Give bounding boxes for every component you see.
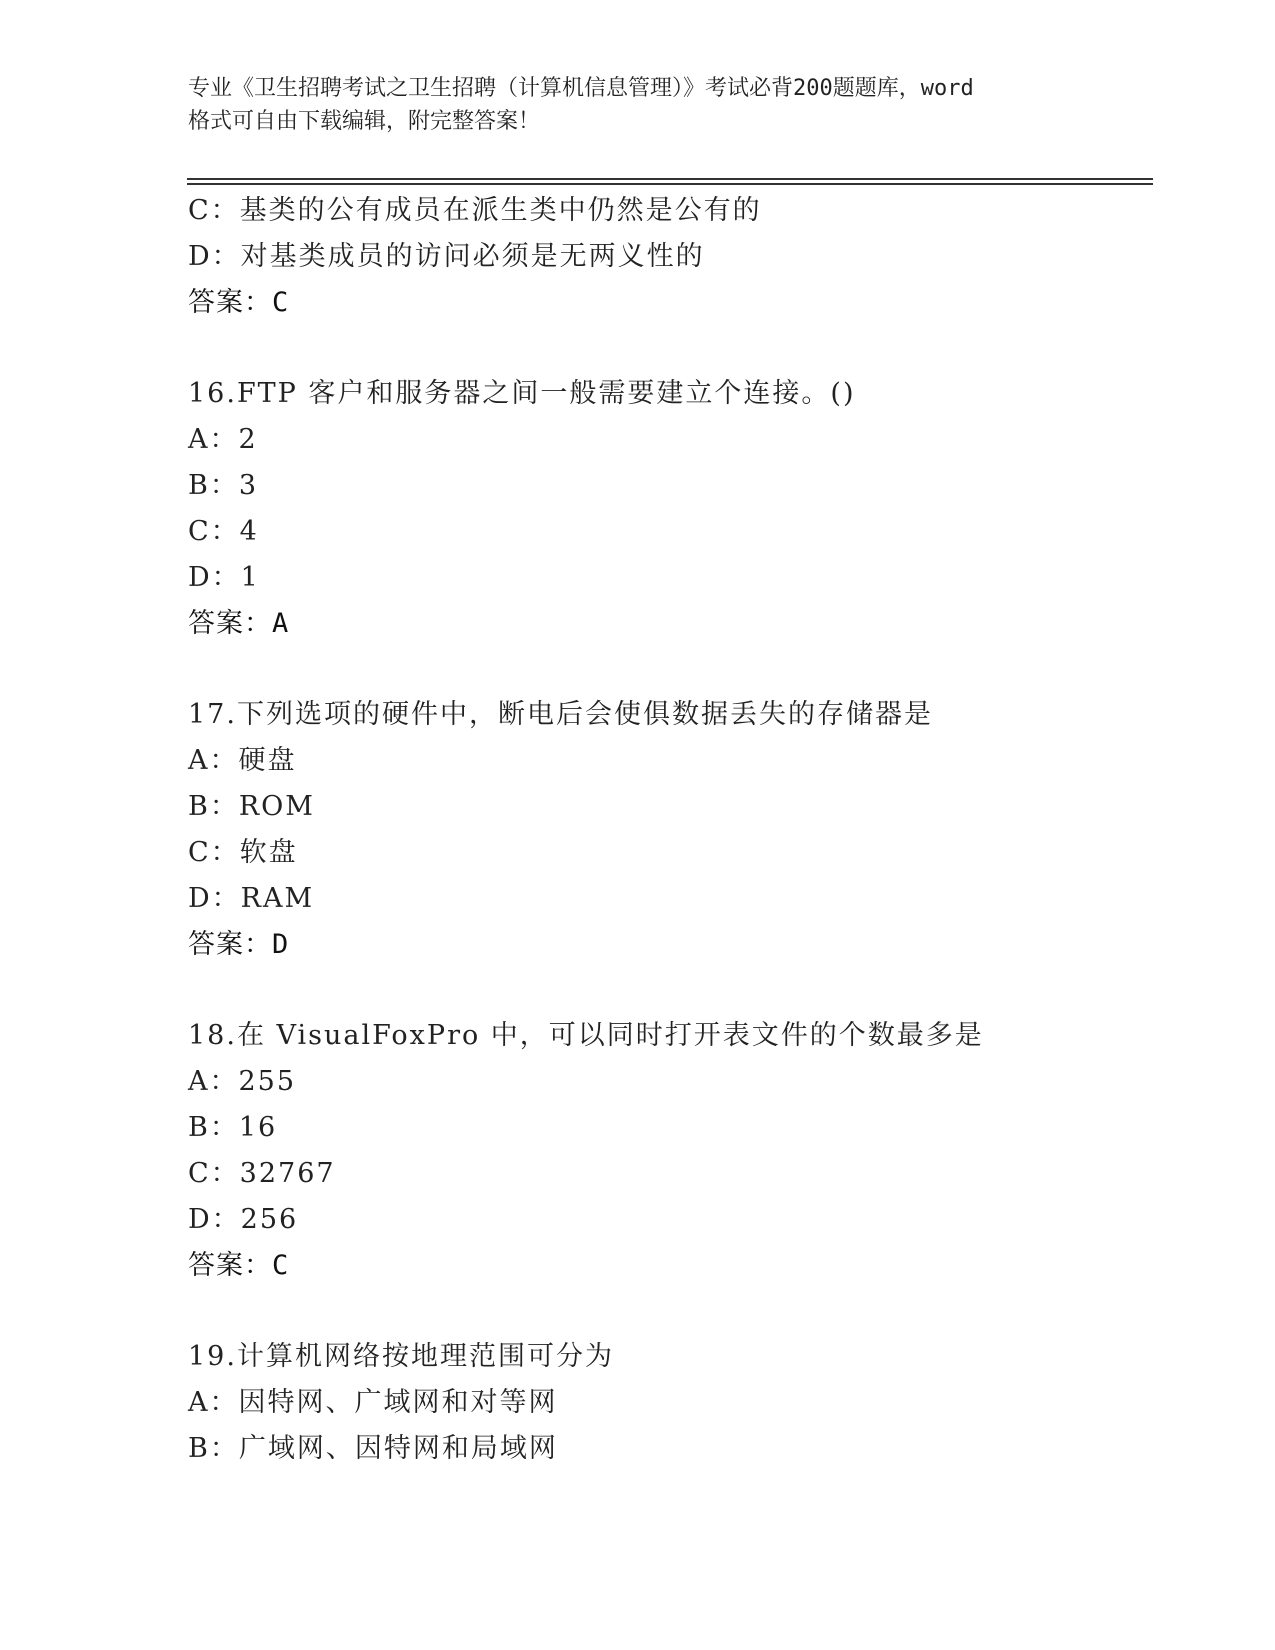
header-title-line-2: 格式可自由下载编辑，附完整答案！ [188, 109, 541, 134]
option-b: B：ROM [188, 791, 315, 822]
question-17 [188, 692, 1148, 968]
question-stem: 16.FTP 客户和服务器之间一般需要建立个连接。() [188, 378, 856, 409]
spacer [188, 647, 1148, 692]
option-a: A：2 [188, 424, 258, 455]
option-a: A：因特网、广域网和对等网 [188, 1387, 558, 1418]
answer-line: 答案：C [188, 1250, 290, 1281]
spacer [188, 968, 1148, 1013]
header-divider-top [187, 178, 1153, 180]
answer-line: 答案：C [188, 287, 290, 318]
option-b: B：广域网、因特网和局域网 [188, 1433, 558, 1464]
answer-line: 答案：D [188, 929, 290, 960]
answer-line: 答案：A [188, 608, 290, 639]
option-d: D：256 [188, 1204, 299, 1235]
document-header [188, 72, 1088, 138]
spacer [188, 1289, 1148, 1334]
option-b: B：16 [188, 1112, 278, 1143]
option-d: D：RAM [188, 883, 315, 914]
question-list [188, 188, 1148, 1472]
spacer [188, 326, 1148, 371]
option-d: D：1 [188, 562, 260, 593]
option-a: A：255 [188, 1066, 297, 1097]
header-title-line-1: 专业《卫生招聘考试之卫生招聘（计算机信息管理）》考试必背200题题库，word [188, 76, 974, 101]
option-c: C：软盘 [188, 837, 298, 868]
question-stem: 19.计算机网络按地理范围可分为 [188, 1341, 614, 1372]
header-divider-bottom [187, 183, 1153, 185]
option-b: B：3 [188, 470, 259, 501]
option-c: C：基类的公有成员在派生类中仍然是公有的 [188, 195, 762, 226]
question-15-continued [188, 188, 1148, 326]
option-d: D：对基类成员的访问必须是无两义性的 [188, 241, 705, 272]
question-16 [188, 371, 1148, 647]
option-c: C：4 [188, 516, 259, 547]
question-stem: 18.在 VisualFoxPro 中，可以同时打开表文件的个数最多是 [188, 1020, 984, 1051]
question-stem: 17.下列选项的硬件中，断电后会使俱数据丢失的存储器是 [188, 699, 933, 730]
question-19 [188, 1334, 1148, 1472]
question-18 [188, 1013, 1148, 1289]
option-c: C：32767 [188, 1158, 336, 1189]
option-a: A：硬盘 [188, 745, 297, 776]
